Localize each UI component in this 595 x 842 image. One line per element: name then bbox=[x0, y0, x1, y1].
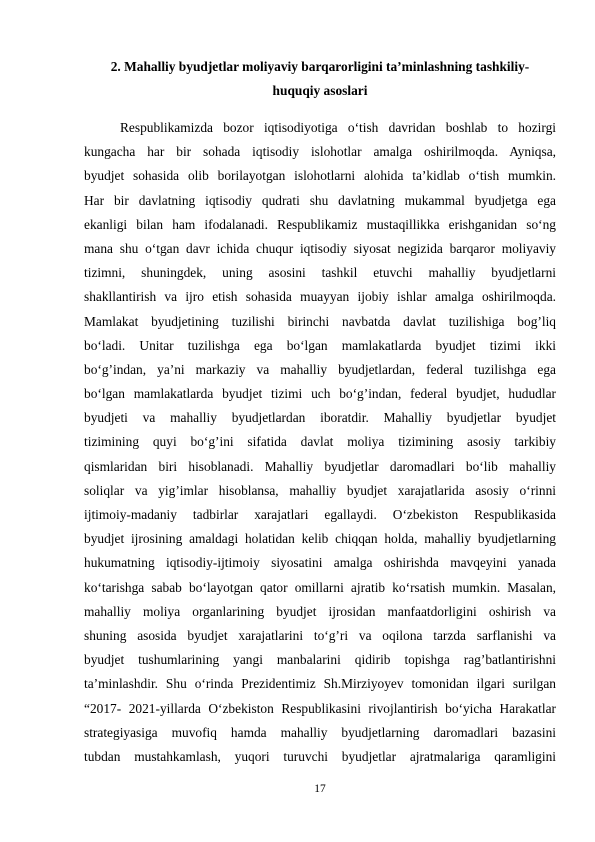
paragraph-line: byudjet ijrosining amaldagi holatidan kelib chiqqan holda, mahalliy byudjetlarning bbox=[84, 531, 556, 547]
paragraph-line: Har bir davlatning iqtisodiy qudrati shu davlatning mukammal byudjetga ega bbox=[84, 192, 556, 208]
paragraph-line: ko‘tarishga sabab bo‘layotgan qator omillarni ajratib ko‘rsatish mumkin. Masalan, bbox=[84, 579, 556, 595]
paragraph-line: ta’minlashdir. Shu o‘rinda Prezidentimiz Sh.Mirziyoyev tomonidan ilgari surilgan bbox=[84, 676, 556, 692]
body-paragraph bbox=[84, 116, 556, 769]
section-heading-line-2: huquqiy asoslari bbox=[272, 83, 368, 98]
paragraph-line: ijtimoiy-madaniy tadbirlar xarajatlari egallaydi. O‘zbekiston Respublikasida bbox=[84, 507, 556, 522]
paragraph-line: strategiyasiga muvofiq hamda mahalliy byudjetlarning daromadlari bazasini bbox=[84, 724, 556, 740]
paragraph-line: shuning asosida byudjet xarajatlarini to‘g’ri va oqilona tarzda sarflanishi va bbox=[84, 627, 556, 643]
paragraph-line: shakllantirish va ijro etish sohasida muayyan ijobiy ishlar amalga oshirilmoqda. bbox=[84, 289, 556, 305]
paragraph-line: bo‘g’indan, ya’ni markaziy va mahalliy byudjetlardan, federal tuzilishga ega bbox=[84, 361, 556, 377]
paragraph-line: soliqlar va yig’imlar hisoblansa, mahalliy byudjet xarajatlarida asosiy o‘rinni bbox=[84, 482, 556, 498]
section-heading-line-1: 2. Mahalliy byudjetlar moliyaviy barqarorligini ta’minlashning tashkiliy- bbox=[110, 59, 530, 74]
page-number: 17 bbox=[314, 783, 326, 795]
paragraph-line: Respublikamizda bozor iqtisodiyotiga o‘tish davridan boshlab to hozirgi bbox=[120, 120, 556, 135]
paragraph-line: bo‘ladi. Unitar tuzilishga ega bo‘lgan mamlakatlarda byudjet tizimi ikki bbox=[84, 337, 556, 353]
paragraph-line: byudjet sohasida olib borilayotgan islohotlarni alohida ta’kidlab o‘tish mumkin. bbox=[84, 168, 556, 184]
paragraph-line: byudjeti va mahalliy byudjetlardan iboratdir. Mahalliy byudjetlar byudjet bbox=[84, 410, 556, 426]
paragraph-line: tizimni, shuningdek, uning asosini tashkil etuvchi mahalliy byudjetlarni bbox=[84, 265, 556, 281]
paragraph-line: tizimining quyi bo‘g’ini sifatida davlat moliya tizimining asosiy tarkibiy bbox=[84, 434, 556, 450]
section-heading bbox=[84, 55, 556, 103]
paragraph-line: tubdan mustahkamlash, yuqori turuvchi byudjetlar ajratmalariga qaramligini bbox=[84, 748, 556, 764]
paragraph-line: mahalliy moliya organlarining byudjet ijrosidan manfaatdorligini oshirish va bbox=[84, 603, 556, 619]
paragraph-line: byudjet tushumlarining yangi manbalarini qidirib topishga rag’batlantirishni bbox=[84, 652, 556, 668]
paragraph-line: Mamlakat byudjetining tuzilishi birinchi navbatda davlat tuzilishiga bog’liq bbox=[84, 313, 556, 329]
paragraph-line: qismlaridan biri hisoblanadi. Mahalliy byudjetlar daromadlari bo‘lib mahalliy bbox=[84, 458, 556, 474]
paragraph-line: hukumatning iqtisodiy-ijtimoiy siyosatini amalga oshirishda mavqeyini yanada bbox=[84, 555, 556, 571]
paragraph-line: mana shu o‘tgan davr ichida chuqur iqtisodiy siyosat negizida barqaror moliyaviy bbox=[84, 240, 556, 256]
paragraph-line: bo‘lgan mamlakatlarda byudjet tizimi uch bo‘g’indan, federal byudjet, hududlar bbox=[84, 386, 556, 402]
paragraph-line: kungacha har bir sohada iqtisodiy islohotlar amalga oshirilmoqda. Ayniqsa, bbox=[84, 144, 556, 160]
paragraph-line: “2017- 2021-yillarda O‘zbekiston Respublikasini rivojlantirish bo‘yicha Harakatlar bbox=[84, 700, 556, 716]
paragraph-line: ekanligi bilan ham ifodalanadi. Respublikamiz mustaqillikka erishganidan so‘ng bbox=[84, 216, 556, 232]
